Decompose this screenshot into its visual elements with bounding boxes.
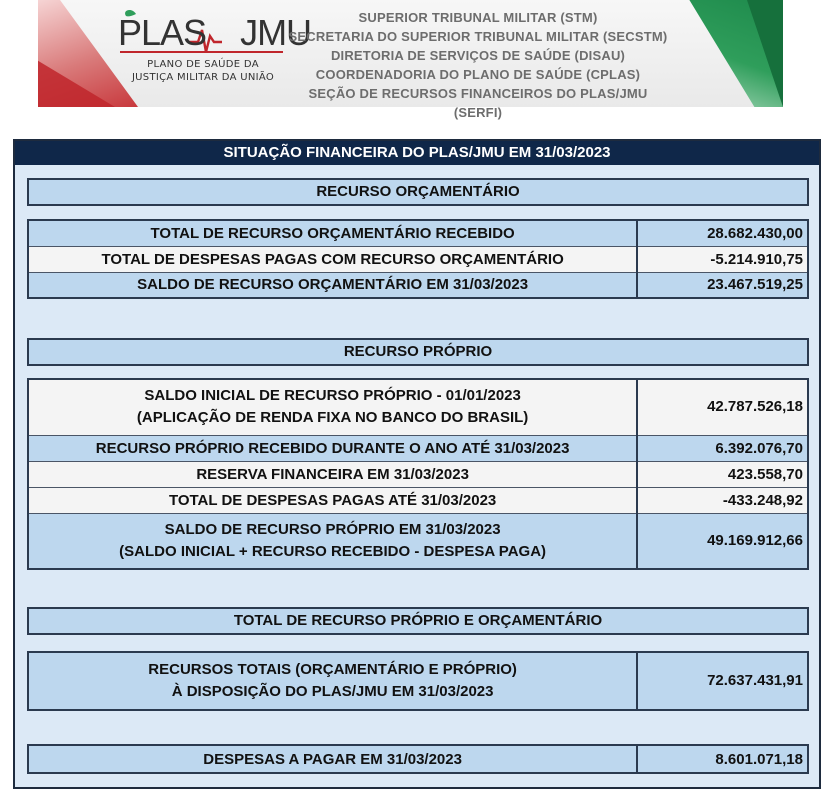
row-label: DESPESAS A PAGAR EM 31/03/2023 [28, 745, 637, 773]
table-row [28, 272, 808, 298]
row-label [28, 379, 637, 435]
financial-report [13, 139, 821, 789]
row-label-line2: (SALDO INICIAL + RECURSO RECEBIDO - DESPESA PAGA) [119, 542, 547, 560]
report-title: SITUAÇÃO FINANCEIRA DO PLAS/JMU EM 31/03/2023 [15, 141, 819, 165]
logo-subtitle-line2: JUSTIÇA MILITAR DA UNIÃO [131, 72, 275, 83]
table-row [28, 379, 808, 435]
table-row [28, 461, 808, 487]
logo-text-left: PLAS [118, 12, 207, 53]
row-label [28, 513, 637, 569]
row-label: SALDO DE RECURSO ORÇAMENTÁRIO EM 31/03/2023 [28, 272, 637, 298]
row-label-line1: SALDO INICIAL DE RECURSO PRÓPRIO - 01/01/2023 [144, 387, 521, 405]
row-value: 8.601.071,18 [637, 745, 808, 773]
section-heading-proprio: RECURSO PRÓPRIO [27, 338, 809, 366]
row-label: TOTAL DE RECURSO ORÇAMENTÁRIO RECEBIDO [28, 220, 637, 246]
org-line-disau: DIRETORIA DE SERVIÇOS DE SAÚDE (DISAU) [330, 48, 626, 63]
row-label-line2: À DISPOSIÇÃO DO PLAS/JMU EM 31/03/2023 [171, 683, 494, 700]
table-proprio [27, 378, 809, 570]
row-value: 23.467.519,25 [637, 272, 808, 298]
table-row [28, 487, 808, 513]
table-row [28, 435, 808, 461]
organization-hierarchy [288, 8, 668, 122]
table-row [28, 745, 808, 773]
row-value: 6.392.076,70 [637, 435, 808, 461]
org-line-serfi: SEÇÃO DE RECURSOS FINANCEIROS DO PLAS/JMU (SERFI) [308, 86, 648, 120]
row-label [28, 652, 637, 710]
org-line-secstm: SECRETARIA DO SUPERIOR TRIBUNAL MILITAR (SECSTM) [288, 29, 668, 44]
row-value: 42.787.526,18 [637, 379, 808, 435]
plas-jmu-logo [118, 8, 312, 98]
row-label: TOTAL DE DESPESAS PAGAS ATÉ 31/03/2023 [28, 487, 637, 513]
row-value: -5.214.910,75 [637, 246, 808, 272]
row-value: 423.558,70 [637, 461, 808, 487]
row-label-line1: RECURSOS TOTAIS (ORÇAMENTÁRIO E PRÓPRIO) [148, 661, 517, 678]
org-line-stm: SUPERIOR TRIBUNAL MILITAR (STM) [358, 10, 598, 25]
org-line-cplas: COORDENADORIA DO PLANO DE SAÚDE (CPLAS) [315, 67, 641, 82]
logo-wordmark [118, 14, 311, 52]
table-row [28, 220, 808, 246]
logo-text-right: JMU [240, 12, 312, 53]
row-value: -433.248,92 [637, 487, 808, 513]
table-row [28, 652, 808, 710]
row-label-line1: SALDO DE RECURSO PRÓPRIO EM 31/03/2023 [164, 520, 501, 538]
row-value: 49.169.912,66 [637, 513, 808, 569]
row-label: RESERVA FINANCEIRA EM 31/03/2023 [28, 461, 637, 487]
table-total [27, 651, 809, 711]
row-label: TOTAL DE DESPESAS PAGAS COM RECURSO ORÇAMENTÁRIO [28, 246, 637, 272]
table-despesas-a-pagar [27, 744, 809, 774]
row-label-line2: (APLICAÇÃO DE RENDA FIXA NO BANCO DO BRASIL) [136, 409, 529, 427]
table-row [28, 246, 808, 272]
table-row [28, 513, 808, 569]
section-heading-orcamentario: RECURSO ORÇAMENTÁRIO [27, 178, 809, 206]
section-heading-total: TOTAL DE RECURSO PRÓPRIO E ORÇAMENTÁRIO [27, 607, 809, 635]
row-label: RECURSO PRÓPRIO RECEBIDO DURANTE O ANO ATÉ 31/03/2023 [28, 435, 637, 461]
row-value: 72.637.431,91 [637, 652, 808, 710]
header-banner [38, 0, 783, 120]
logo-subtitle [123, 58, 283, 84]
table-orcamentario [27, 219, 809, 299]
logo-subtitle-line1: PLANO DE SAÚDE DA [147, 59, 259, 70]
row-value: 28.682.430,00 [637, 220, 808, 246]
